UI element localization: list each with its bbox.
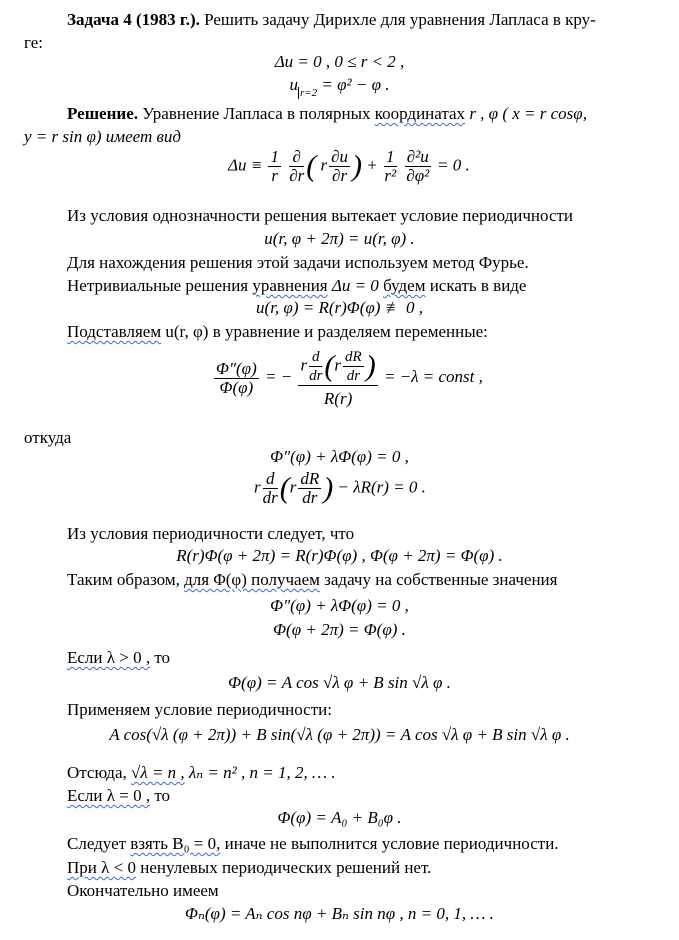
solution-line-13 [67,834,559,854]
solution-line-11 [67,763,336,783]
boundary-subscript: r=2 [299,87,318,99]
solution-text-1c: y = r sin φ) имеет вид [24,127,182,146]
solution-text-4a: Нетривиальные решения [67,276,253,295]
solution-text-6: откуда [24,428,72,447]
problem-line-1 [67,10,596,30]
solution-line-9 [67,648,170,668]
problem-text-1: Решить задачу Дирихле для уравнения Лапласа в кру- [204,10,596,29]
equation-laplace: Δu = 0 , 0 ≤ r < 2 , [274,52,405,71]
boundary-lhs: u [289,75,298,94]
solution-text-15: Окончательно имеем [67,881,219,900]
equation-apply-periodicity: A cos(√λ (φ + 2π)) + B sin(√λ (φ + 2π)) = A cos √λ φ + B sin √λ φ . [109,725,570,744]
equation-polar-laplacian: Δu ≡ $\frac{1}{r}$ $\frac{\partial}{\partial r}$ ( r $\frac{\partial u}{\partial r}$ ) + $\frac{1}{\text{r²}}$ $\frac{\text{∂²u}}{\text{∂φ²}}$ = 0 . [228,147,470,185]
constant-rhs: = −λ = const , [383,366,483,386]
equation-separation: u(r, φ) = R(r)Φ(φ) ≢ 0 , [256,298,423,317]
solution-text-4b: Δu = 0 [327,276,384,295]
equation-general-solution: Φ(φ) = A cos √λ φ + B sin √λ φ . [228,673,451,692]
solution-text-1a: Уравнение Лапласа в полярных [138,104,375,123]
solution-text-2: Из условия однозначности решения вытекает условие периодичности [67,206,574,225]
problem-text-2: ге: [24,33,44,52]
solution-text-12b: то [150,786,171,805]
spellcheck-link-2: уравнения [252,276,328,295]
solution-line-1 [67,104,587,124]
spellcheck-link-4: Подставляем [67,322,162,341]
equation-phi-ode: Φ″(φ) + λΦ(φ) = 0 , [270,447,409,466]
solution-text-11b: λₙ = n² , n = 1, 2, … . [184,763,336,782]
equation-eigen-2: Φ(φ + 2π) = Φ(φ) . [273,620,406,639]
solution-text-14b: ненулевых периодических решений нет. [135,858,432,877]
spellcheck-link-9: взять B₀ = 0, [130,834,221,853]
spellcheck-link-5: для Φ(φ) получаем [184,570,320,589]
solution-heading: Решение. [67,104,138,123]
problem-title: Задача 4 (1983 г.). [67,10,200,29]
solution-line-4 [67,276,526,296]
equation-linear-solution: Φ(φ) = A₀ + B₀φ . [277,808,402,827]
solution-text-8b: задачу на собственные значения [319,570,558,589]
spellcheck-link-6: Если λ > 0 , [67,648,151,667]
solution-text-7: Из условия периодичности следует, что [67,524,355,543]
solution-text-4c: искать в виде [425,276,527,295]
equation-separation-constant: $\frac{\Phi''(\varphi)}{\Phi(\varphi)}$ = − r $\frac{d}{dr}$ (r $\frac{dR}{dr}$ ) R(r) = −λ = const , [216,349,483,408]
equation-final: Φₙ(φ) = Aₙ cos nφ + Bₙ sin nφ , n = 0, 1, … . [185,904,494,923]
spellcheck-link-7: √λ = n , [131,763,185,782]
solution-line-8 [67,570,557,590]
solution-line-5 [67,322,488,342]
equation-periodicity: u(r, φ + 2π) = u(r, φ) . [264,229,415,248]
boundary-rhs: = φ² − φ . [317,75,390,94]
solution-text-11a: Отсюда, [67,763,131,782]
solution-text-3: Для нахождения решения этой задачи используем метод Фурье. [67,253,529,272]
solution-text-13a: Следует [67,834,131,853]
solution-line-12 [67,786,170,806]
solution-line-14 [67,858,431,878]
spellcheck-link-8: Если λ = 0 , [67,786,151,805]
solution-text-8a: Таким образом, [67,570,185,589]
spellcheck-link-10: При λ < 0 [67,858,136,877]
spellcheck-link-1: координатах [374,104,466,123]
equation-periodicity-2: R(r)Φ(φ + 2π) = R(r)Φ(φ) , Φ(φ + 2π) = Φ(φ) . [176,546,503,565]
solution-text-13b: иначе не выполнится условие периодичности. [220,834,559,853]
solution-text-9b: то [150,648,171,667]
solution-text-1b: r , φ ( x = r cosφ, [465,104,587,123]
solution-text-5b: u(r, φ) в уравнение и разделяем переменные: [161,322,488,341]
spellcheck-link-3: будем [383,276,426,295]
equation-eigen-1: Φ″(φ) + λΦ(φ) = 0 , [270,596,409,615]
equation-radial-ode: r $\frac{d}{dr}$ (r $\frac{dR}{dr}$ ) − λR(r) = 0 . [254,469,426,507]
equation-boundary [0,75,679,97]
radial-ode-tail: − λR(r) = 0 . [337,477,426,497]
solution-text-10: Применяем условие периодичности: [67,700,332,719]
